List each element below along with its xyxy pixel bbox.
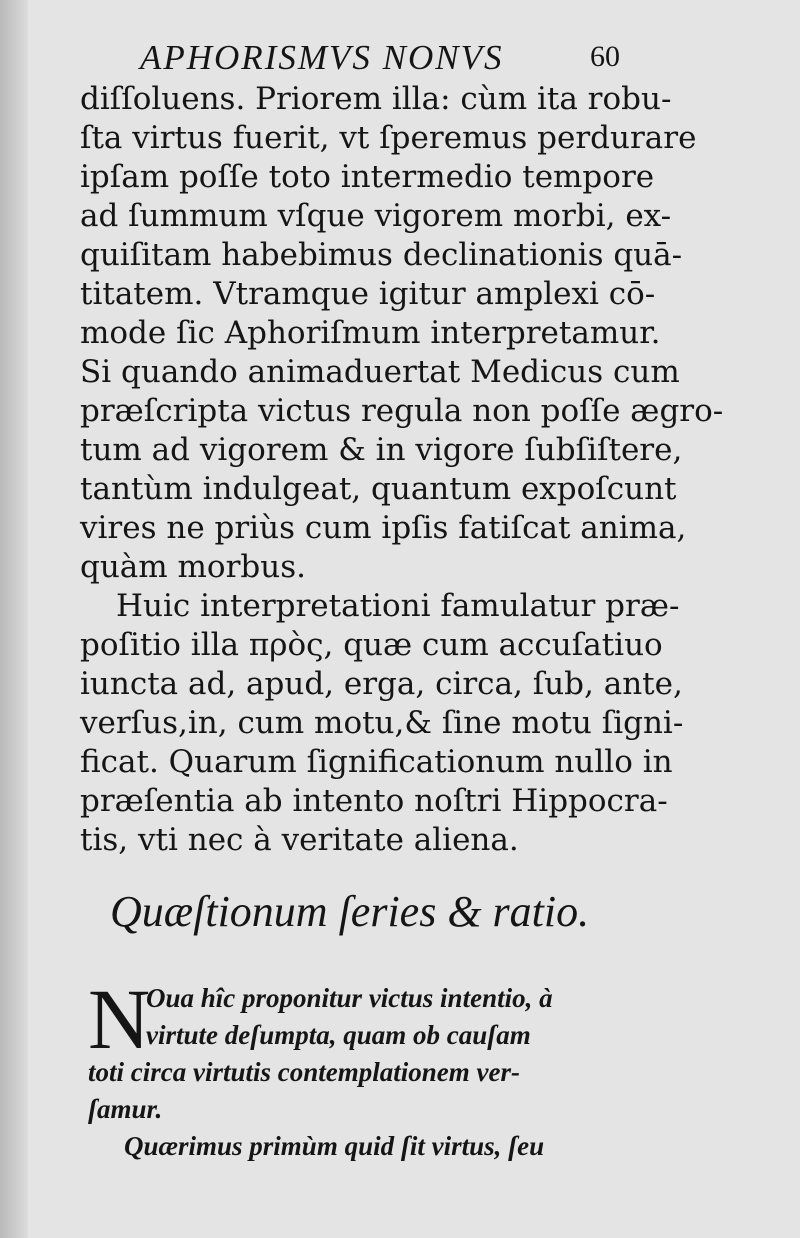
text-line: mode ſic Aphoriſmum interpretamur. [80, 315, 661, 351]
text-line: quàm morbus. [80, 549, 306, 585]
text-line: præſentia ab intento noſtri Hippocra- [80, 783, 668, 819]
text-line: toti circa virtutis contemplationem ver- [88, 1057, 520, 1087]
running-head [140, 38, 660, 82]
text-line: Oua hîc proponitur victus intentio, à [146, 983, 553, 1013]
text-line: titatem. Vtramque igitur amplexi cō- [80, 276, 656, 312]
text-line: Quærimus primùm quid ſit virtus, ſeu [124, 1131, 545, 1161]
body-text [80, 80, 724, 860]
section-heading: Quæſtionum ſeries & ratio. [110, 887, 590, 936]
binding-edge [0, 0, 28, 1238]
text-line: poſitio illa πρὸς, quæ cum accuſatiuo [80, 627, 663, 663]
text-line: ad ſummum vſque vigorem morbi, ex- [80, 198, 672, 234]
text-line: tum ad vigorem & in vigore ſubſiſtere, [80, 432, 683, 468]
text-line: quiſitam habebimus declinationis quā- [80, 237, 683, 273]
text-line: ſta virtus fuerit, vt ſperemus perdurare [80, 120, 697, 156]
text-line: virtute deſumpta, quam ob cauſam [146, 1020, 531, 1050]
text-line: iuncta ad, apud, erga, circa, ſub, ante, [80, 666, 683, 702]
drop-cap: N [88, 971, 151, 1067]
text-line: verſus,in, cum motu,& ſine motu ſigni- [80, 705, 684, 741]
text-line: tis, vti nec à veritate aliena. [80, 822, 519, 858]
running-head-title: APHORISMVS NONVS [140, 38, 504, 77]
page-number: 60 [590, 40, 620, 73]
text-line: tantùm indulgeat, quantum expoſcunt [80, 471, 677, 507]
intro-paragraph [88, 971, 658, 1165]
text-line: diſſoluens. Priorem illa: cùm ita robu- [80, 81, 672, 117]
text-line: ficat. Quarum ſignificationum nullo in [80, 744, 673, 780]
text-line: ſamur. [88, 1094, 163, 1124]
text-line: vires ne priùs cum ipſis fatiſcat anima, [80, 510, 687, 546]
text-line: Si quando animaduertat Medicus cum [80, 354, 680, 390]
text-line: præſcripta victus regula non poſſe ægro- [80, 393, 724, 429]
text-line: Huic interpretationi famulatur præ- [116, 588, 680, 624]
text-line: ipſam poſſe toto intermedio tempore [80, 159, 655, 195]
